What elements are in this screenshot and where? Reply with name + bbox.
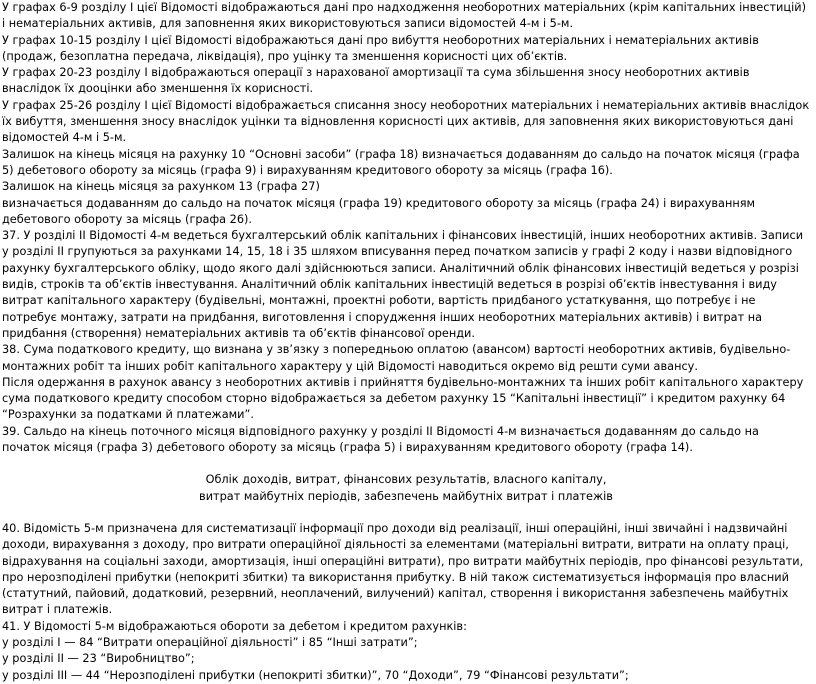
section-heading-line-2: витрат майбутніх періодів, забезпечень майбутніх витрат і платежів [199, 489, 613, 503]
section-spacer [2, 456, 810, 472]
list-item-section-3: у розділі ІІІ — 44 “Нерозподілені прибутки (непокриті збитки)”, 70 “Доходи”, 79 “Фінансові результати”; [2, 668, 629, 682]
paragraph-balance-account-13-formula: визначається додаванням до сальдо на початок місяця (графа 19) кредитового обороту за місяць (графа 24) і вирахуванням дебетового обороту за місяць (графа 26). [2, 196, 756, 226]
paragraph-38-tax-credit: 38. Сума податкового кредиту, що визнана у зв’язку з попередньою оплатою (авансом) вартості необоротних активів, будівельно-монтажних робіт та інших робіт капітального характеру у цій Відомості наводиться окремо від решти суми авансу. [2, 343, 791, 373]
paragraph-39-closing-balance: 39. Сальдо на кінець поточного місяця відповідного рахунку у розділі ІІ Відомості 4-м визначається додаванням до сальдо на початок місяця (графа 3) дебетового обороту за місяць (графа 5) і вирахуванням кредитового обороту (графа 14). [2, 424, 759, 455]
section-spacer [2, 505, 810, 521]
paragraph-balance-account-13: Залишок на кінець місяця за рахунком 13 (графа 27) [2, 180, 320, 194]
paragraph-40-statement-5m: 40. Відомість 5-м призначена для систематизації інформації про доходи від реалізації, інші операційні, інші звичайні і надзвичайні доходи, вирахування з доходу, про витрати операційної діяльності за елементами (матеріальні витрати, витрати на оплату праці, відрахування на соціальні заходи, амортизація, інші операційні витрати), про витрати майбутніх періодів, про фінансові результати, про нерозподілені прибутки (непокриті збитки) та використання прибутку. В ній також систематизується інформація про власний (статутний, пайовий, додатковий, резервний, неоплачений, вилучений) капітал, створення і використання забезпечень майбутніх витрат і платежів. [2, 521, 804, 617]
paragraph-disposal-columns-10-15: У графах 10-15 розділу І цієї Відомості відображаються дані про вибуття необоротних матеріальних і нематеріальних активів (продаж, безоплатна передача, ліквідація), про уцінку та зменшення корисності цих об’єктів. [2, 33, 759, 63]
list-item-section-2: у розділі ІІ — 23 “Виробництво”; [2, 652, 195, 666]
paragraph-balance-account-10: Залишок на кінець місяця на рахунку 10 “Основні засоби” (графа 18) визначається додаванням до сальдо на початок місяця (графа 5) дебетового обороту за місяць (графа 9) і вирахуванням кредитового обороту за місяць (графа 16). [2, 147, 800, 177]
paragraph-receipts-columns-6-9: У графах 6-9 розділу І цієї Відомості відображаються дані про надходження необоротних матеріальних (крім капітальних інвестицій) і нематеріальних активів, для заповнення яких використовуються записи відомостей 4-м і 5-м. [2, 1, 806, 31]
document-body [2, 0, 810, 684]
list-item-section-1: у розділі І — 84 “Витрати операційної діяльності” і 85 “Інші затрати”; [2, 635, 418, 649]
paragraph-tax-credit-storno: Після одержання в рахунок авансу з необоротних активів і прийняття будівельно-монтажних та інших робіт капітального характеру сума податкового кредиту способом сторно відображається за дебетом рахунку 15 “Капітальні інвестиції” і кредитом рахунку 64 “Розрахунки за податками й платежами”. [2, 375, 804, 422]
section-heading-line-1: Облік доходів, витрат, фінансових результатів, власного капіталу, [205, 473, 607, 487]
paragraph-wear-writeoff-columns-25-26: У графах 25-26 розділу І цієї Відомості відображається списання зносу необоротних матеріальних і нематеріальних активів внаслідок їх вибуття, зменшення зносу внаслідок уцінки та відновлення корисності цих активів, для заповнення яких використовуються дані відомостей 4-м і 5-м. [2, 98, 810, 145]
paragraph-37-capital-investments: 37. У розділі ІІ Відомості 4-м ведеться бухгалтерський облік капітальних і фінансових інвестицій, інших необоротних активів. Записи у розділі ІІ групуються за рахунками 14, 15, 18 і 35 шляхом вписування перед початком записів у графі 2 коду і назви відповідного рахунку бухгалтерського обліку, щодо якого далі здійснюються записи. Аналітичний облік фінансових інвестицій ведеться у розрізі видів, строків та об’єктів інвестування. Аналітичний облік капітальних інвестицій ведеться в розрізі об’єктів інвестування і виду витрат капітального характеру (будівельні, монтажні, проектні роботи, вартість придбаного устаткування, що потребує і не потребує монтажу, затрати на придбання, виготовлення і спорудження інших необоротних матеріальних активів) і витрат на придбання (створення) нематеріальних активів та об’єктів фінансової оренди. [2, 229, 804, 340]
paragraph-41-turnovers: 41. У Відомості 5-м відображаються обороти за дебетом і кредитом рахунків: [2, 619, 467, 633]
paragraph-depreciation-columns-20-23: У графах 20-23 розділу І відображаються операції з нарахованої амортизації та сума збільшення зносу необоротних активів внаслідок їх дооцінки або зменшення їх корисності. [2, 66, 750, 96]
